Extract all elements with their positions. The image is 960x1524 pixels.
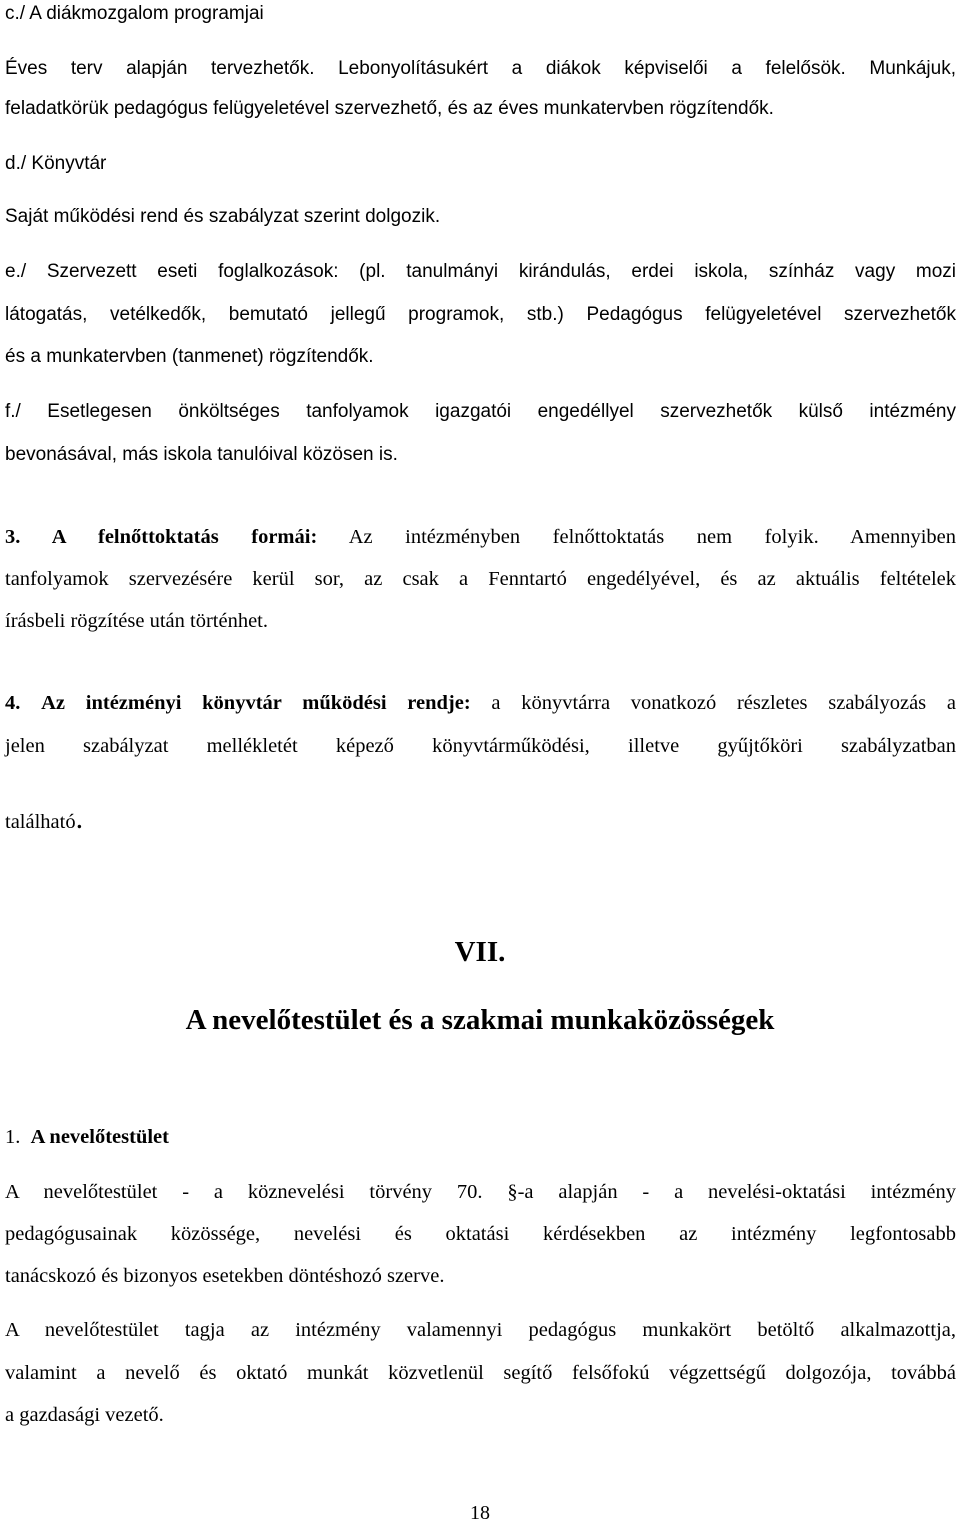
subsection-para-1-line-3: tanácskozó és bizonyos esetekben döntéshozó szerve. bbox=[5, 1265, 445, 1287]
section-4-line-3-text: található bbox=[5, 811, 76, 833]
section-4-line-1-text: a könyvtárra vonatkozó részletes szabályozás a bbox=[470, 692, 956, 714]
chapter-title: A nevelőtestület és a szakmai munkaközösségek bbox=[185, 1004, 775, 1036]
section-e-line-1: e./ Szervezett eseti foglalkozások: (pl. tanulmányi kirándulás, erdei iskola, színház vagy mozi bbox=[5, 261, 956, 282]
section-4-line-1 bbox=[5, 693, 956, 714]
section-4-line-3 bbox=[5, 802, 84, 835]
section-d-line: Saját működési rend és szabályzat szerint dolgozik. bbox=[5, 206, 441, 227]
section-e-line-3: és a munkatervben (tanmenet) rögzítendők. bbox=[5, 346, 374, 367]
subsection-para-2-line-2: valamint a nevelő és oktató munkát közvetlenül segítő felsőfokú végzettségű dolgozója, továbbá bbox=[5, 1362, 956, 1384]
subsection-para-2-line-1: A nevelőtestület tagja az intézmény valamennyi pedagógus munkakört betöltő alkalmazottja, bbox=[5, 1319, 956, 1341]
section-f-line-1: f./ Esetlegesen önköltséges tanfolyamok igazgatói engedéllyel szervezhetők külső intézmény bbox=[5, 401, 956, 422]
subsection-para-1-line-2: pedagógusainak közössége, nevelési és oktatási kérdésekben az intézmény legfontosabb bbox=[5, 1223, 956, 1245]
section-c-heading: c./ A diákmozgalom programjai bbox=[5, 3, 264, 24]
subsection-para-2-line-3: a gazdasági vezető. bbox=[5, 1404, 164, 1426]
section-4-label: Az intézményi könyvtár működési rendje: bbox=[41, 692, 471, 714]
section-3-line-3: írásbeli rögzítése után történhet. bbox=[5, 610, 268, 632]
subsection-heading bbox=[5, 1127, 169, 1148]
section-4-final-dot: . bbox=[75, 802, 84, 835]
subsection-para-1-line-1: A nevelőtestület - a köznevelési törvény 70. §-a alapján - a nevelési-oktatási intézmény bbox=[5, 1181, 956, 1203]
section-d-heading: d./ Könyvtár bbox=[5, 153, 107, 174]
section-f-line-2: bevonásával, más iskola tanulóival közösen is. bbox=[5, 444, 398, 465]
section-e-line-2: látogatás, vetélkedők, bemutató jellegű programok, stb.) Pedagógus felügyeletével szervezhetők bbox=[5, 304, 956, 325]
section-3-line-1 bbox=[5, 527, 956, 548]
section-c-line-2: feladatkörük pedagógus felügyeletével szervezhető, és az éves munkatervben rögzítendők. bbox=[5, 98, 774, 119]
subsection-title: A nevelőtestület bbox=[30, 1126, 169, 1148]
chapter-number: VII. bbox=[454, 936, 506, 968]
subsection-number: 1. bbox=[5, 1126, 21, 1148]
section-3-label: 3. A felnőttoktatás formái: bbox=[5, 526, 318, 548]
section-3-line-2: tanfolyamok szervezésére kerül sor, az csak a Fenntartó engedélyével, és az aktuális feltételek bbox=[5, 568, 956, 590]
page-number: 18 bbox=[470, 1502, 490, 1524]
section-c-line-1: Éves terv alapján tervezhetők. Lebonyolításukért a diákok képviselői a felelősök. Munkájuk, bbox=[5, 58, 956, 79]
section-4-number: 4. bbox=[5, 692, 21, 714]
section-3-line-1-text: Az intézményben felnőttoktatás nem folyik. Amennyiben bbox=[317, 526, 957, 548]
section-4-line-2: jelen szabályzat mellékletét képező könyvtárműködési, illetve gyűjtőköri szabályzatban bbox=[5, 735, 956, 757]
